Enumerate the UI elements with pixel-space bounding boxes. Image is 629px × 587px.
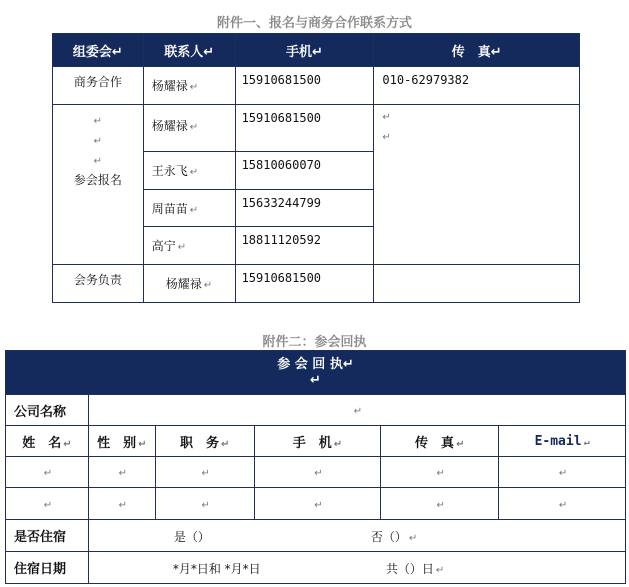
lodging-options	[88, 520, 625, 552]
fax-cell	[374, 265, 580, 303]
contact-cell: 杨耀禄 ↵	[143, 105, 235, 152]
position-input[interactable]: ↵	[155, 457, 254, 488]
lodging-label: 是否住宿	[6, 520, 89, 552]
name-input[interactable]: ↵	[6, 488, 89, 520]
fax-input[interactable]: ↵	[381, 488, 499, 520]
gender-input[interactable]: ↵	[88, 457, 155, 488]
contact-cell: 杨耀禄 ↵	[143, 67, 235, 105]
company-label: 公司名称	[6, 395, 89, 426]
fax-input[interactable]: ↵	[381, 457, 499, 488]
form-title: 参 会 回 执↵ ↵	[6, 351, 626, 395]
fax-cell: 010-62979382	[374, 67, 580, 105]
mobile-input[interactable]: ↵	[254, 457, 381, 488]
table-row	[6, 488, 626, 520]
mobile-cell: 15910681500	[235, 105, 374, 152]
col-name: 姓 名 ↵	[6, 426, 89, 457]
lodging-date-field[interactable]	[88, 552, 625, 584]
contact-cell: 周苗苗 ↵	[143, 190, 235, 227]
mobile-cell: 15910681500	[235, 67, 374, 105]
lodging-yes-option[interactable]: 是（）	[173, 530, 210, 544]
contact-cell: 高宁 ↵	[143, 227, 235, 265]
annex1-title: 附件一、报名与商务合作联系方式	[216, 16, 412, 31]
committee-business: 商务合作	[53, 67, 144, 105]
table-row	[53, 105, 580, 152]
mobile-cell: 15810060070	[235, 152, 374, 190]
mobile-cell: 18811120592	[235, 227, 374, 265]
lodging-days-total: 共（）日 ↵	[385, 562, 445, 576]
table-row	[6, 457, 626, 488]
name-input[interactable]: ↵	[6, 457, 89, 488]
company-row	[6, 395, 626, 426]
col-gender: 性 别 ↵	[88, 426, 155, 457]
header-contact: 联系人↵	[143, 34, 235, 67]
contact-cell: 王永飞 ↵	[143, 152, 235, 190]
lodging-date-row	[6, 552, 626, 584]
table-row	[53, 67, 580, 105]
lodging-no-option[interactable]: 否（） ↵	[370, 530, 418, 544]
header-fax: 传 真↵	[374, 34, 580, 67]
mobile-cell: 15910681500	[235, 265, 374, 303]
email-input[interactable]: ↵	[499, 457, 626, 488]
position-input[interactable]: ↵	[155, 488, 254, 520]
email-input[interactable]: ↵	[499, 488, 626, 520]
contact-table	[52, 33, 580, 303]
lodging-date-value: *月*日和 *月*日	[172, 562, 261, 576]
col-mobile: 手 机 ↵	[254, 426, 381, 457]
contact-cell: 杨耀禄 ↵	[143, 265, 235, 303]
annex2-title: 附件二：参会回执	[262, 335, 367, 350]
col-email: E-mail ↵	[499, 426, 626, 457]
col-fax: 传 真 ↵	[381, 426, 499, 457]
header-mobile: 手机↵	[235, 34, 374, 67]
table-row	[53, 265, 580, 303]
committee-affairs: 会务负责	[53, 265, 144, 303]
lodging-row	[6, 520, 626, 552]
mobile-input[interactable]: ↵	[254, 488, 381, 520]
registration-form	[5, 350, 626, 584]
company-name-field[interactable]: ↵	[88, 395, 625, 426]
fax-cell: ↵ ↵	[374, 105, 580, 265]
column-header-row	[6, 426, 626, 457]
committee-registration: ↵ ↵ ↵ 参会报名	[53, 105, 144, 265]
col-position: 职 务 ↵	[155, 426, 254, 457]
mobile-cell: 15633244799	[235, 190, 374, 227]
lodging-date-label: 住宿日期	[6, 552, 89, 584]
header-committee: 组委会↵	[53, 34, 144, 67]
gender-input[interactable]: ↵	[88, 488, 155, 520]
